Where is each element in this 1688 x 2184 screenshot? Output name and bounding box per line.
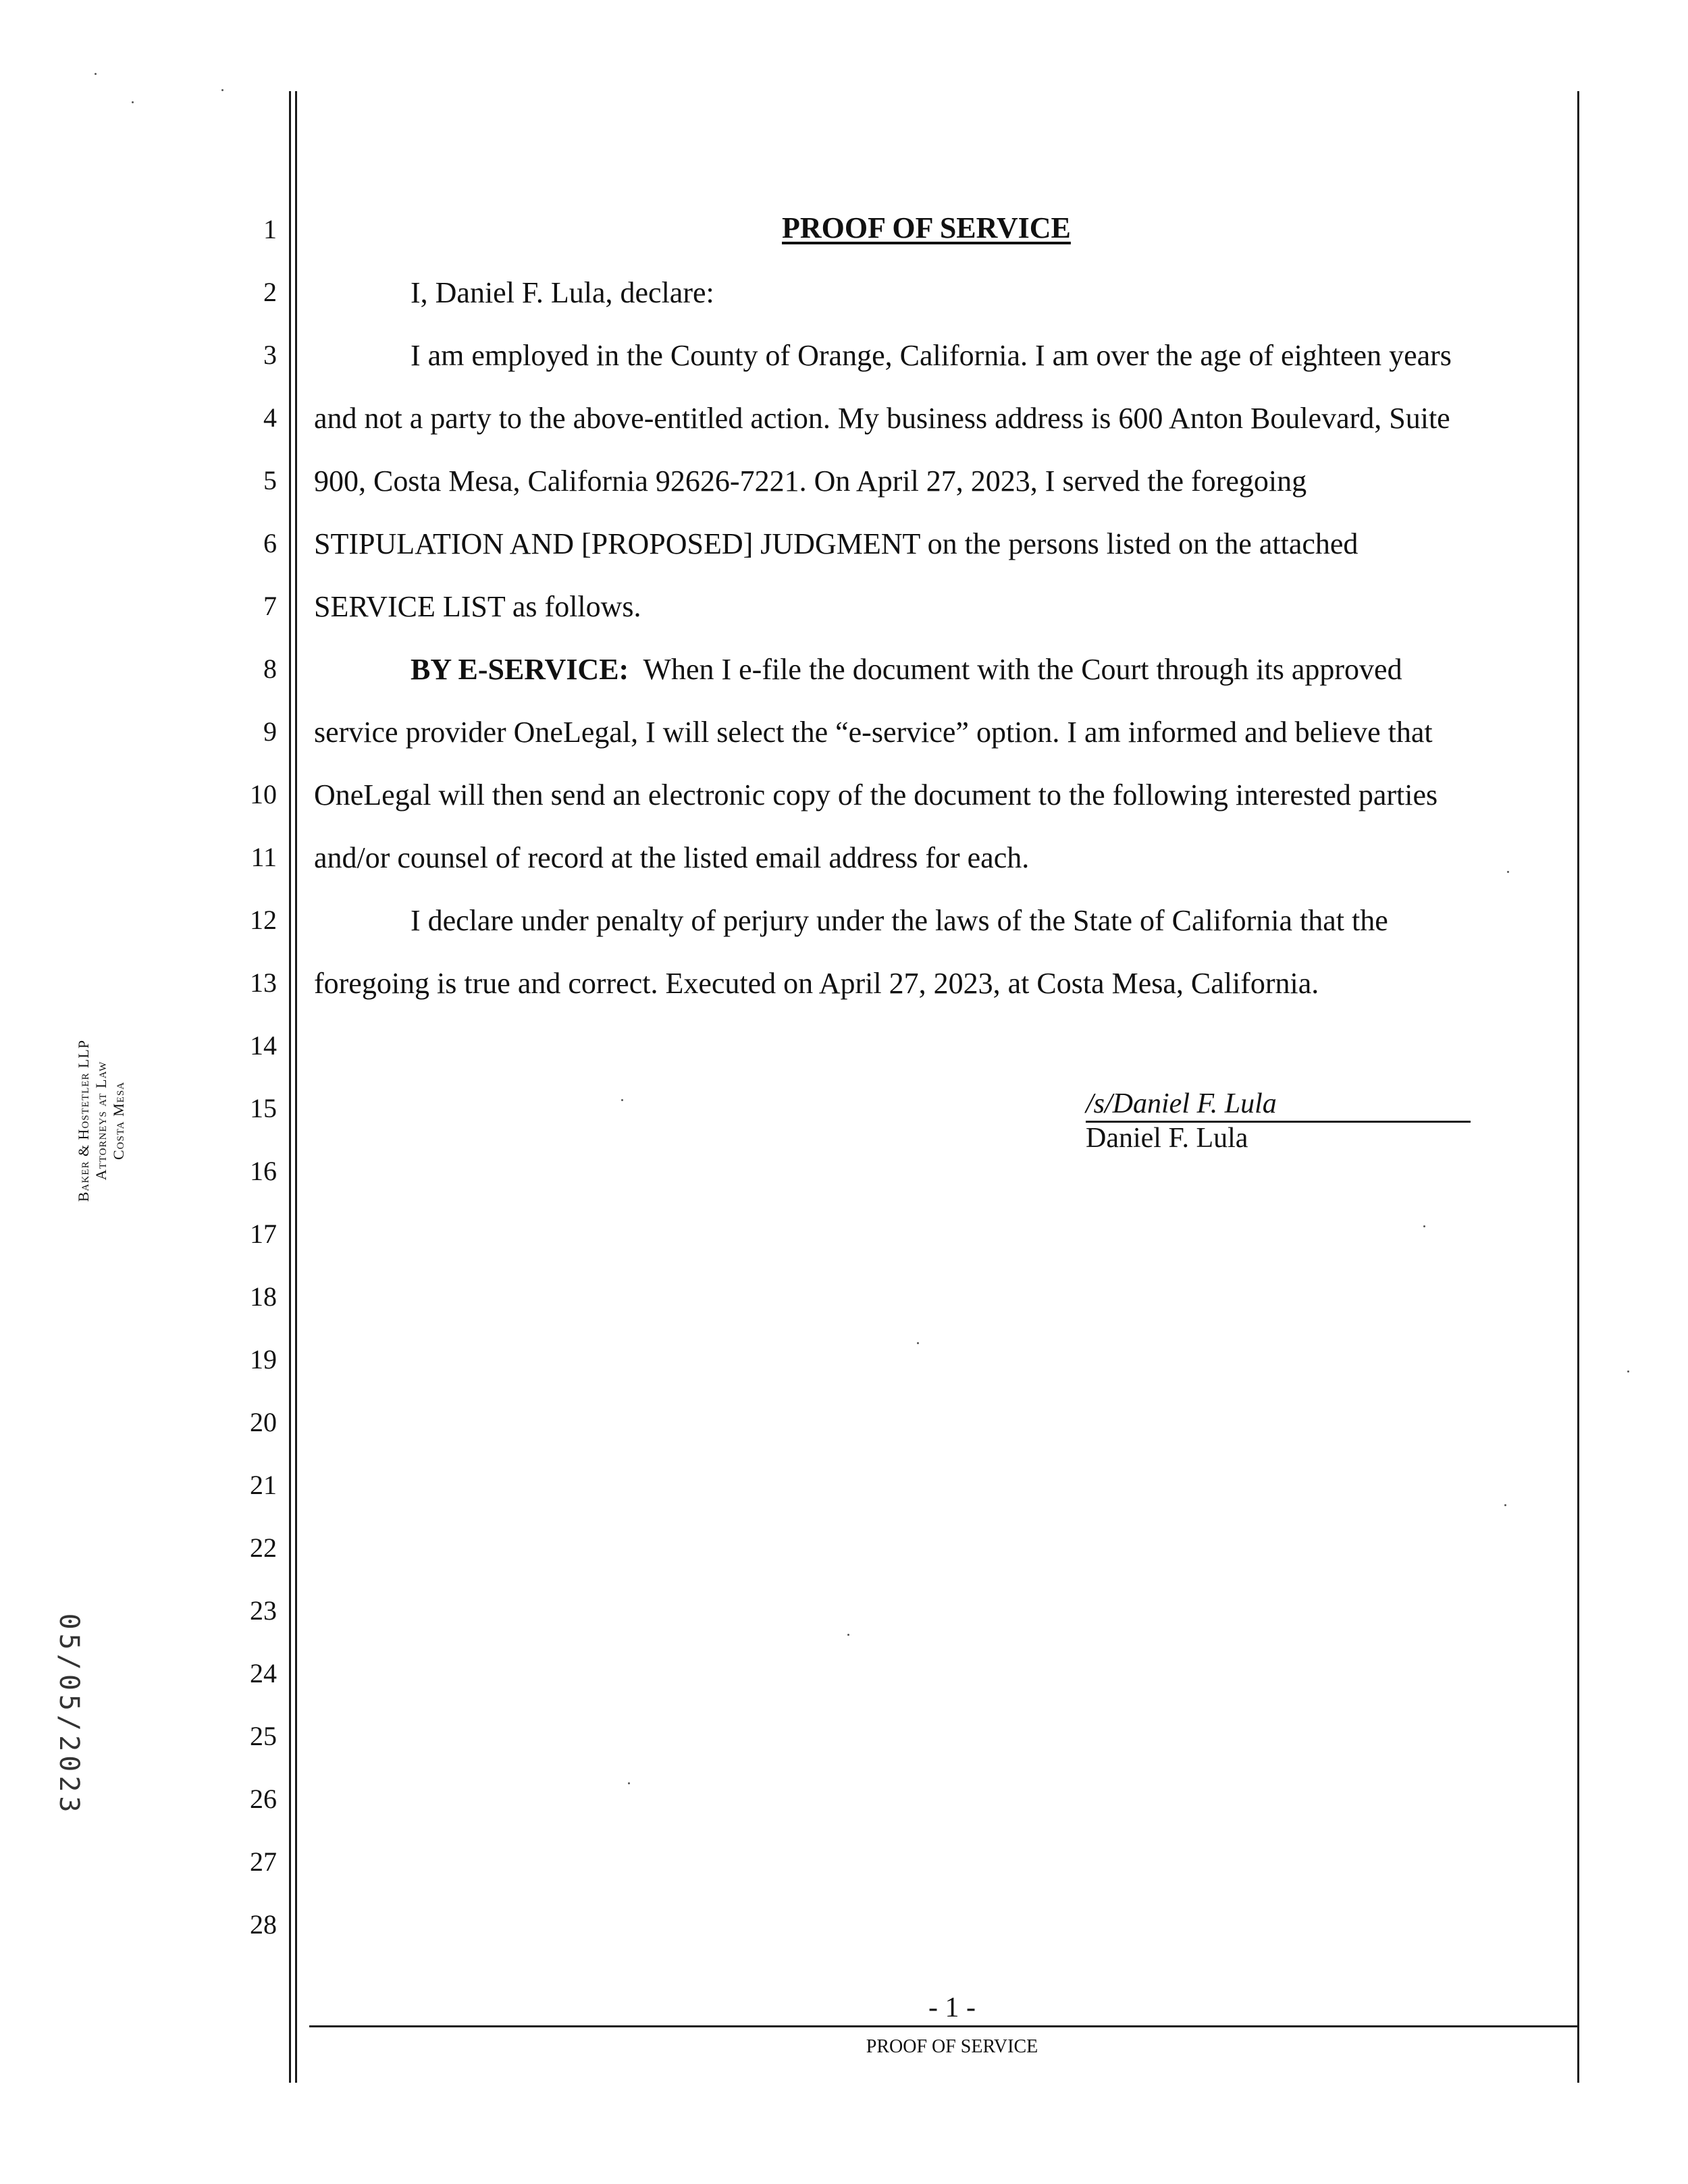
scan-speck (847, 1634, 849, 1636)
body-line-11: and/or counsel of record at the listed email address for each. (314, 841, 1030, 874)
line-number: 3 (263, 340, 277, 370)
line-number: 28 (250, 1909, 277, 1940)
scan-speck (628, 1782, 630, 1784)
line-number: 25 (250, 1721, 277, 1751)
signature: /s/Daniel F. Lula (1086, 1087, 1471, 1123)
line-number: 21 (250, 1470, 277, 1500)
line-number: 12 (250, 905, 277, 935)
line-number: 7 (263, 591, 277, 621)
footer-rule (309, 2025, 1577, 2027)
line-number: 27 (250, 1846, 277, 1877)
line-number: 6 (263, 528, 277, 558)
line-number: 11 (250, 842, 277, 872)
line-number: 9 (263, 716, 277, 747)
scan-speck (1423, 1225, 1425, 1227)
firm-city: Costa Mesa (110, 1081, 127, 1161)
scan-speck (132, 101, 134, 103)
line-number: 2 (263, 277, 277, 307)
scan-speck (1504, 1504, 1506, 1506)
line-number: 8 (263, 654, 277, 684)
body-line-2: I, Daniel F. Lula, declare: (411, 276, 714, 309)
body-line-9: service provider OneLegal, I will select the “e-service” option. I am informed and believe that (314, 716, 1433, 749)
line-number: 13 (250, 967, 277, 998)
line-number: 20 (250, 1407, 277, 1437)
e-service-heading: BY E-SERVICE: (411, 653, 629, 686)
line-number: 10 (250, 779, 277, 809)
scan-speck (621, 1099, 623, 1101)
received-date-stamp: 05/05/2023 (53, 1613, 84, 1817)
body-line-6: STIPULATION AND [PROPOSED] JUDGMENT on the persons listed on the attached (314, 527, 1359, 560)
line-number: 4 (263, 402, 277, 433)
body-line-8 (411, 651, 1402, 689)
body-line-5: 900, Costa Mesa, California 92626-7221. On April 27, 2023, I served the foregoing (314, 464, 1307, 498)
right-margin-rule (1577, 91, 1579, 2083)
body-line-13: foregoing is true and correct. Executed on April 27, 2023, at Costa Mesa, California. (314, 967, 1319, 1000)
line-number: 23 (250, 1595, 277, 1626)
firm-name: Baker & Hostetler LLP (75, 1039, 92, 1202)
line-number: 26 (250, 1784, 277, 1814)
page-number: - 1 - (928, 1992, 976, 2023)
scan-speck (1627, 1370, 1629, 1373)
scan-speck (1507, 871, 1509, 873)
firm-name-block (75, 1040, 128, 1202)
line-number: 22 (250, 1533, 277, 1563)
left-margin-rule-outer (289, 91, 291, 2083)
line-number: 16 (250, 1156, 277, 1186)
scan-speck (95, 73, 97, 75)
left-margin-rule-inner (295, 91, 297, 2083)
body-line-10: OneLegal will then send an electronic copy of the document to the following interested parties (314, 778, 1438, 811)
line-number: 15 (250, 1093, 277, 1123)
scan-speck (917, 1342, 919, 1344)
line-number: 5 (263, 465, 277, 496)
line-number: 17 (250, 1219, 277, 1249)
scan-speck (221, 89, 223, 91)
body-line-3: I am employed in the County of Orange, California. I am over the age of eighteen years (411, 339, 1452, 372)
footer-title: PROOF OF SERVICE (866, 2036, 1038, 2057)
document-title: PROOF OF SERVICE (782, 211, 1071, 244)
body-line-12: I declare under penalty of perjury under the laws of the State of California that the (411, 904, 1388, 937)
line-number: 1 (263, 214, 277, 244)
body-line-7: SERVICE LIST as follows. (314, 590, 641, 623)
line-number: 18 (250, 1281, 277, 1312)
firm-subtitle: Attorneys at Law (93, 1061, 109, 1181)
signer-name: Daniel F. Lula (1086, 1123, 1248, 1154)
body-line-8-text: When I e-file the document with the Court through its approved (643, 653, 1402, 686)
line-number: 14 (250, 1030, 277, 1061)
line-number: 24 (250, 1658, 277, 1688)
body-line-4: and not a party to the above-entitled action. My business address is 600 Anton Boulevard, Suite (314, 402, 1450, 435)
line-number: 19 (250, 1344, 277, 1375)
